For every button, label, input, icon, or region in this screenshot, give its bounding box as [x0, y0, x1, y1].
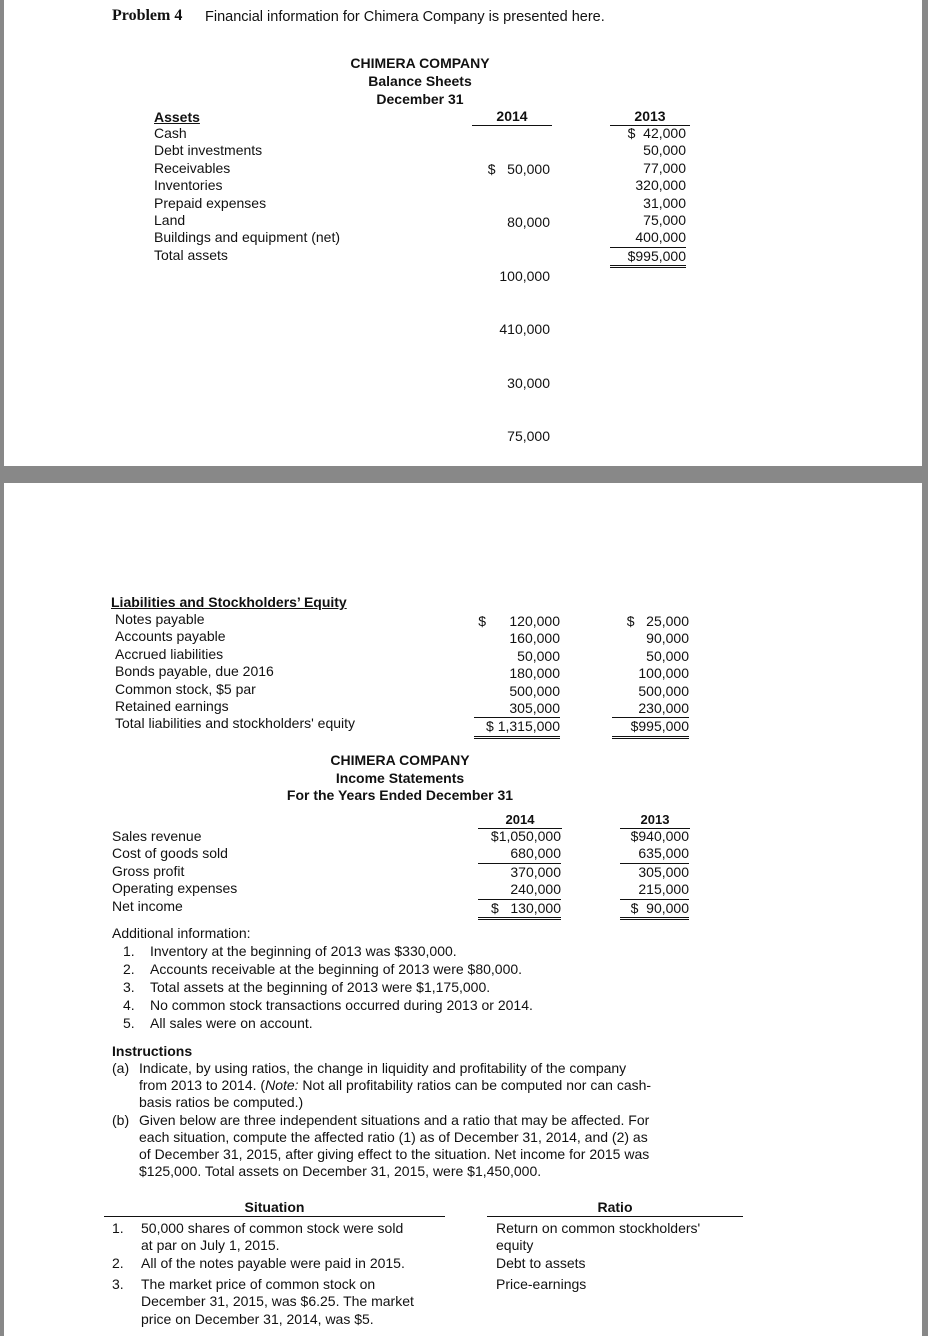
instruction-a-text: from 2013 to 2014. (	[139, 1077, 266, 1093]
liability-value-2014: 500,000	[509, 682, 560, 699]
asset-value-2013: 400,000	[610, 229, 686, 247]
assets-year-2013: 2013	[610, 108, 690, 126]
income-2014-values	[478, 828, 561, 920]
asset-total-2013: $995,000	[610, 248, 686, 268]
instruction-b-label: (b)	[112, 1112, 130, 1128]
liability-value-2014: 305,000	[474, 700, 560, 718]
additional-heading: Additional information:	[112, 925, 251, 941]
income-value-2013: 305,000	[638, 863, 689, 880]
liability-value-2013: 90,000	[646, 630, 689, 647]
income-value-2013: 215,000	[620, 881, 689, 899]
ratio-line: Price-earnings	[496, 1276, 587, 1292]
balance-date: December 31	[376, 91, 464, 107]
liability-value-2014: 50,000	[517, 647, 560, 664]
additional-num: 1.	[123, 943, 135, 959]
additional-item: No common stock transactions occurred during 2013 or 2014.	[150, 997, 533, 1013]
problem-number: Problem 4	[112, 7, 183, 24]
income-period: For the Years Ended December 31	[286, 787, 514, 803]
income-net-2014: $ 130,000	[478, 900, 561, 920]
asset-label: Prepaid expenses	[154, 194, 267, 211]
asset-label: Buildings and equipment (net)	[154, 229, 341, 246]
ratio-header: Ratio	[597, 1199, 633, 1215]
ratio-line: Debt to assets	[496, 1255, 586, 1271]
situation-line: 50,000 shares of common stock were sold	[141, 1220, 404, 1236]
ratio-line: Return on common stockholders'	[496, 1220, 701, 1236]
instruction-b-line: Given below are three independent situations and a ratio that may be affected. For	[139, 1112, 650, 1128]
income-label: Gross profit	[112, 862, 185, 879]
asset-label: Receivables	[154, 159, 231, 176]
income-value-2014: 370,000	[510, 863, 561, 880]
liability-value-2014: 160,000	[509, 630, 560, 647]
instruction-a-label: (a)	[112, 1060, 130, 1076]
income-2013-values	[620, 828, 689, 920]
balance-title: Balance Sheets	[368, 73, 472, 89]
asset-label: Debt investments	[154, 142, 263, 159]
income-value-2014: 680,000	[478, 845, 561, 863]
situation-line: at par on July 1, 2015.	[141, 1237, 280, 1253]
instruction-a-line: Indicate, by using ratios, the change in liquidity and profitability of the company	[139, 1060, 627, 1076]
ratio-line: equity	[496, 1237, 534, 1253]
asset-value-2013: 31,000	[643, 194, 686, 211]
liability-value-2013: 50,000	[646, 647, 689, 664]
income-year-2013: 2013	[620, 811, 690, 829]
liabilities-2014-values	[474, 613, 560, 739]
additional-num: 5.	[123, 1015, 135, 1031]
liability-label: Total liabilities and stockholders' equity	[115, 715, 356, 732]
situation-num: 3.	[112, 1276, 124, 1292]
problem-intro: Financial information for Chimera Company is presented here.	[205, 9, 605, 25]
instruction-b-line: $125,000. Total assets on December 31, 2015, were $1,450,000.	[139, 1163, 542, 1179]
income-value-2013: 635,000	[620, 845, 689, 863]
asset-value-2013: 50,000	[643, 142, 686, 159]
asset-value-2014: 410,000	[499, 321, 550, 338]
balance-company-name: CHIMERA COMPANY	[350, 55, 490, 71]
additional-item: Inventory at the beginning of 2013 was $330,000.	[150, 943, 457, 959]
situation-header: Situation	[244, 1199, 305, 1215]
income-value-2013: $940,000	[630, 828, 689, 844]
liability-label: Bonds payable, due 2016	[115, 663, 274, 680]
situation-line: All of the notes payable were paid in 2015.	[141, 1255, 405, 1271]
assets-heading: Assets	[154, 109, 200, 125]
situation-line: December 31, 2015, was $6.25. The market	[141, 1293, 414, 1309]
income-label: Operating expenses	[112, 880, 238, 897]
liability-total-2014: $ 1,315,000	[474, 718, 560, 738]
income-labels	[112, 828, 412, 915]
additional-num: 4.	[123, 997, 135, 1013]
additional-num: 3.	[123, 979, 135, 995]
situation-header-rule	[104, 1216, 445, 1217]
assets-labels	[154, 125, 454, 264]
liability-label: Accounts payable	[115, 628, 226, 645]
asset-label: Inventories	[154, 177, 223, 194]
liability-value-2014: 180,000	[509, 665, 560, 682]
additional-item: All sales were on account.	[150, 1015, 313, 1031]
liability-label: Accrued liabilities	[115, 645, 224, 662]
situation-num: 1.	[112, 1220, 124, 1236]
income-net-2013: $ 90,000	[620, 900, 689, 920]
instruction-b-line: of December 31, 2015, after giving effect to the situation. Net income for 2015 was	[139, 1146, 650, 1162]
liability-label: Common stock, $5 par	[115, 680, 256, 697]
income-year-2014: 2014	[478, 811, 562, 829]
liabilities-labels	[115, 611, 445, 733]
instruction-b-line: each situation, compute the affected ratio (1) as of December 31, 2014, and (2) as	[139, 1129, 648, 1145]
liability-label: Notes payable	[115, 611, 205, 627]
ratio-header-rule	[487, 1216, 743, 1217]
asset-value-2014: 100,000	[499, 267, 550, 284]
additional-item: Accounts receivable at the beginning of 2013 were $80,000.	[150, 961, 523, 977]
liabilities-heading: Liabilities and Stockholders’ Equity	[111, 594, 347, 610]
situation-line: price on December 31, 2014, was $5.	[141, 1311, 374, 1327]
income-title: Income Statements	[335, 770, 465, 786]
asset-value-2014: 75,000	[507, 427, 550, 444]
asset-label: Land	[154, 211, 186, 228]
asset-value-2013: $ 42,000	[627, 125, 686, 141]
income-label: Sales revenue	[112, 828, 202, 844]
income-label: Cost of goods sold	[112, 845, 228, 862]
document-page-1	[4, 0, 922, 466]
instruction-a-text: Not all profitability ratios can be computed nor can cash-	[298, 1077, 652, 1093]
asset-value-2013: 75,000	[643, 211, 686, 228]
situation-line: The market price of common stock on	[141, 1276, 376, 1292]
assets-year-2014: 2014	[472, 108, 552, 126]
liability-value-2013: 500,000	[638, 682, 689, 699]
situation-num: 2.	[112, 1255, 124, 1271]
asset-value-2013: 320,000	[635, 177, 686, 194]
liability-value-2013: $ 25,000	[626, 613, 689, 629]
asset-value-2014: 30,000	[507, 374, 550, 391]
asset-value-2014: $ 50,000	[487, 161, 550, 177]
asset-value-2013: 77,000	[643, 159, 686, 176]
income-label: Net income	[112, 897, 183, 914]
instruction-a-line: basis ratios be computed.)	[139, 1094, 304, 1110]
asset-value-2014: 80,000	[507, 214, 550, 231]
liability-label: Retained earnings	[115, 697, 229, 714]
income-company-name: CHIMERA COMPANY	[330, 752, 470, 768]
liability-value-2014: $ 120,000	[478, 613, 560, 629]
document-page-2	[4, 483, 922, 1336]
liability-total-2013: $995,000	[612, 718, 689, 738]
income-value-2014: $1,050,000	[490, 828, 561, 844]
liability-value-2013: 230,000	[612, 700, 689, 718]
assets-2013-values	[610, 125, 686, 268]
additional-item: Total assets at the beginning of 2013 were $1,175,000.	[150, 979, 491, 995]
asset-label: Total assets	[154, 246, 228, 263]
asset-label: Cash	[154, 125, 187, 141]
income-value-2014: 240,000	[478, 881, 561, 899]
liability-value-2013: 100,000	[638, 665, 689, 682]
additional-num: 2.	[123, 961, 135, 977]
instruction-a-line	[139, 1077, 651, 1094]
instruction-a-note: Note:	[265, 1077, 299, 1093]
liabilities-2013-values	[612, 613, 689, 739]
instructions-heading: Instructions	[112, 1043, 193, 1059]
